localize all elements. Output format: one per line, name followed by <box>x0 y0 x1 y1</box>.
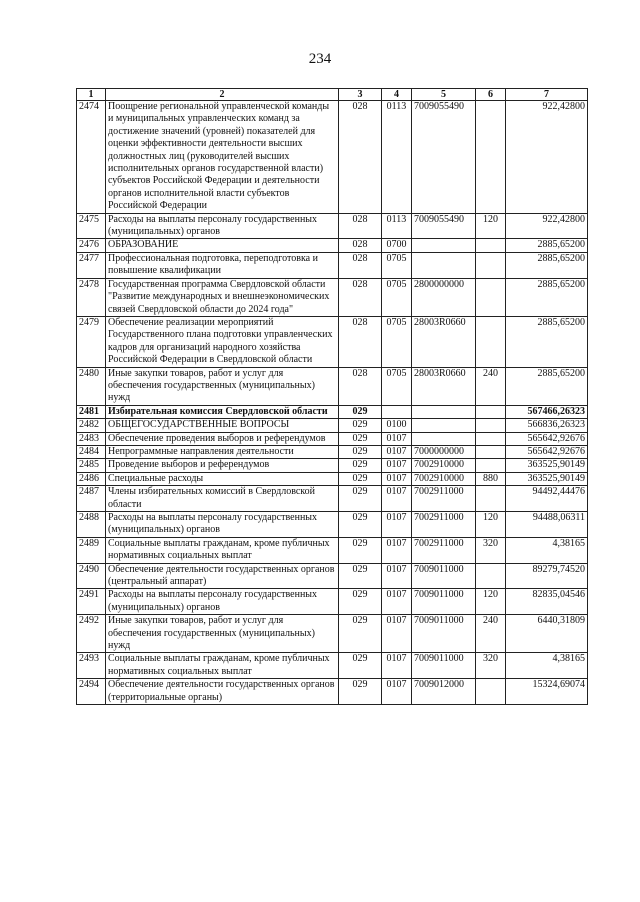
section-code: 0107 <box>382 589 412 615</box>
row-name: Расходы на выплаты персоналу государственных (муниципальных) органов <box>106 589 339 615</box>
row-number: 2491 <box>77 589 106 615</box>
amount: 4,38165 <box>506 537 588 563</box>
row-name: Поощрение региональной управленческой команды и муниципальных управленческих команд за достижение значений (уровней) показателей для оценки эффективности деятельности высших должностных лиц (руководителей высших исполнительных органов государственной власти) субъектов Российской Федерации и деятельности органов исполнительной власти субъектов Российской Федерации <box>106 101 339 214</box>
target-article-code <box>412 252 476 278</box>
expense-type-code <box>476 679 506 705</box>
column-header-2: 2 <box>106 89 339 101</box>
table-row <box>77 316 588 367</box>
row-number: 2474 <box>77 101 106 214</box>
table-row <box>77 537 588 563</box>
expense-type-code: 880 <box>476 472 506 485</box>
table-row <box>77 653 588 679</box>
row-name: Социальные выплаты гражданам, кроме публичных нормативных социальных выплат <box>106 537 339 563</box>
section-code: 0107 <box>382 512 412 538</box>
section-code: 0705 <box>382 316 412 367</box>
table-row <box>77 101 588 214</box>
section-code: 0107 <box>382 679 412 705</box>
expense-type-code <box>476 419 506 432</box>
row-name: Проведение выборов и референдумов <box>106 459 339 472</box>
row-number: 2482 <box>77 419 106 432</box>
row-number: 2480 <box>77 367 106 405</box>
row-number: 2490 <box>77 563 106 589</box>
amount: 363525,90149 <box>506 472 588 485</box>
ministry-code: 029 <box>339 432 382 445</box>
expense-type-code <box>476 316 506 367</box>
section-code: 0107 <box>382 459 412 472</box>
amount: 922,42800 <box>506 213 588 239</box>
table-row <box>77 213 588 239</box>
row-name: ОБЩЕГОСУДАРСТВЕННЫЕ ВОПРОСЫ <box>106 419 339 432</box>
ministry-code: 029 <box>339 445 382 458</box>
column-header-1: 1 <box>77 89 106 101</box>
section-code: 0107 <box>382 653 412 679</box>
ministry-code: 029 <box>339 653 382 679</box>
ministry-code: 029 <box>339 486 382 512</box>
ministry-code: 029 <box>339 537 382 563</box>
row-number: 2487 <box>77 486 106 512</box>
target-article-code: 7000000000 <box>412 445 476 458</box>
target-article-code: 7009055490 <box>412 213 476 239</box>
amount: 2885,65200 <box>506 367 588 405</box>
row-number: 2494 <box>77 679 106 705</box>
target-article-code: 7009011000 <box>412 589 476 615</box>
expense-type-code <box>476 563 506 589</box>
amount: 566836,26323 <box>506 419 588 432</box>
ministry-code: 029 <box>339 589 382 615</box>
section-code: 0107 <box>382 563 412 589</box>
expense-type-code <box>476 101 506 214</box>
row-number: 2483 <box>77 432 106 445</box>
row-number: 2484 <box>77 445 106 458</box>
expense-type-code <box>476 459 506 472</box>
table-row <box>77 405 588 418</box>
row-number: 2486 <box>77 472 106 485</box>
amount: 82835,04546 <box>506 589 588 615</box>
target-article-code: 7002911000 <box>412 512 476 538</box>
table-row <box>77 615 588 653</box>
expense-type-code <box>476 405 506 418</box>
ministry-code: 028 <box>339 278 382 316</box>
expense-type-code: 240 <box>476 367 506 405</box>
ministry-code: 029 <box>339 615 382 653</box>
ministry-code: 029 <box>339 512 382 538</box>
ministry-code: 029 <box>339 563 382 589</box>
amount: 2885,65200 <box>506 316 588 367</box>
target-article-code <box>412 419 476 432</box>
ministry-code: 029 <box>339 472 382 485</box>
table-row <box>77 419 588 432</box>
expense-type-code <box>476 445 506 458</box>
section-code: 0100 <box>382 419 412 432</box>
amount: 6440,31809 <box>506 615 588 653</box>
amount: 89279,74520 <box>506 563 588 589</box>
row-name: Государственная программа Свердловской области "Развитие международных и внешнеэкономических связей Свердловской области до 2024 года" <box>106 278 339 316</box>
row-number: 2488 <box>77 512 106 538</box>
target-article-code: 7009011000 <box>412 653 476 679</box>
column-header-7: 7 <box>506 89 588 101</box>
row-number: 2492 <box>77 615 106 653</box>
row-number: 2489 <box>77 537 106 563</box>
amount: 565642,92676 <box>506 432 588 445</box>
amount: 4,38165 <box>506 653 588 679</box>
amount: 565642,92676 <box>506 445 588 458</box>
amount: 2885,65200 <box>506 252 588 278</box>
expense-type-code <box>476 252 506 278</box>
target-article-code: 7009011000 <box>412 563 476 589</box>
section-code: 0107 <box>382 537 412 563</box>
section-code: 0700 <box>382 239 412 252</box>
ministry-code: 028 <box>339 316 382 367</box>
table-body <box>77 101 588 705</box>
column-header-5: 5 <box>412 89 476 101</box>
row-name: Обеспечение реализации мероприятий Государственного плана подготовки управленческих кадров для организаций народного хозяйства Российской Федерации в Свердловской области <box>106 316 339 367</box>
ministry-code: 029 <box>339 679 382 705</box>
target-article-code: 2800000000 <box>412 278 476 316</box>
target-article-code: 7002911000 <box>412 537 476 563</box>
ministry-code: 028 <box>339 239 382 252</box>
section-code: 0113 <box>382 213 412 239</box>
expense-type-code: 320 <box>476 537 506 563</box>
row-name: Избирательная комиссия Свердловской области <box>106 405 339 418</box>
table-row <box>77 432 588 445</box>
table-row <box>77 589 588 615</box>
row-number: 2475 <box>77 213 106 239</box>
target-article-code <box>412 405 476 418</box>
row-name: Обеспечение проведения выборов и референдумов <box>106 432 339 445</box>
target-article-code: 7009012000 <box>412 679 476 705</box>
table-row <box>77 563 588 589</box>
row-name: Обеспечение деятельности государственных органов (центральный аппарат) <box>106 563 339 589</box>
row-name: Профессиональная подготовка, переподготовка и повышение квалификации <box>106 252 339 278</box>
ministry-code: 028 <box>339 101 382 214</box>
target-article-code: 7002910000 <box>412 459 476 472</box>
table-row <box>77 459 588 472</box>
expense-type-code: 120 <box>476 512 506 538</box>
ministry-code: 028 <box>339 367 382 405</box>
table-row <box>77 445 588 458</box>
table-row <box>77 512 588 538</box>
target-article-code: 28003R0660 <box>412 367 476 405</box>
amount: 2885,65200 <box>506 239 588 252</box>
amount: 2885,65200 <box>506 278 588 316</box>
target-article-code: 7002910000 <box>412 472 476 485</box>
amount: 15324,69074 <box>506 679 588 705</box>
row-name: Расходы на выплаты персоналу государственных (муниципальных) органов <box>106 213 339 239</box>
target-article-code: 7009011000 <box>412 615 476 653</box>
row-name: Расходы на выплаты персоналу государственных (муниципальных) органов <box>106 512 339 538</box>
expense-type-code: 320 <box>476 653 506 679</box>
amount: 363525,90149 <box>506 459 588 472</box>
expense-type-code: 120 <box>476 589 506 615</box>
expense-type-code <box>476 278 506 316</box>
row-number: 2485 <box>77 459 106 472</box>
section-code: 0705 <box>382 278 412 316</box>
column-header-3: 3 <box>339 89 382 101</box>
row-number: 2481 <box>77 405 106 418</box>
amount: 94488,06311 <box>506 512 588 538</box>
target-article-code <box>412 432 476 445</box>
amount: 567466,26323 <box>506 405 588 418</box>
section-code: 0107 <box>382 486 412 512</box>
section-code: 0705 <box>382 367 412 405</box>
expense-type-code: 240 <box>476 615 506 653</box>
column-header-6: 6 <box>476 89 506 101</box>
table-row <box>77 278 588 316</box>
expense-type-code: 120 <box>476 213 506 239</box>
row-name: Специальные расходы <box>106 472 339 485</box>
target-article-code: 7002911000 <box>412 486 476 512</box>
row-number: 2477 <box>77 252 106 278</box>
row-name: ОБРАЗОВАНИЕ <box>106 239 339 252</box>
table-row <box>77 239 588 252</box>
section-code: 0107 <box>382 445 412 458</box>
target-article-code: 7009055490 <box>412 101 476 214</box>
row-number: 2493 <box>77 653 106 679</box>
budget-table <box>76 88 588 705</box>
expense-type-code <box>476 486 506 512</box>
row-name: Социальные выплаты гражданам, кроме публичных нормативных социальных выплат <box>106 653 339 679</box>
row-number: 2478 <box>77 278 106 316</box>
expense-type-code <box>476 239 506 252</box>
row-name: Члены избирательных комиссий в Свердловской области <box>106 486 339 512</box>
row-number: 2476 <box>77 239 106 252</box>
ministry-code: 029 <box>339 419 382 432</box>
amount: 94492,44476 <box>506 486 588 512</box>
section-code <box>382 405 412 418</box>
table-header-row <box>77 89 588 101</box>
table-row <box>77 486 588 512</box>
amount: 922,42800 <box>506 101 588 214</box>
ministry-code: 028 <box>339 213 382 239</box>
section-code: 0107 <box>382 615 412 653</box>
row-name: Обеспечение деятельности государственных органов (территориальные органы) <box>106 679 339 705</box>
table-row <box>77 679 588 705</box>
target-article-code <box>412 239 476 252</box>
ministry-code: 029 <box>339 405 382 418</box>
section-code: 0107 <box>382 472 412 485</box>
expense-type-code <box>476 432 506 445</box>
target-article-code: 28003R0660 <box>412 316 476 367</box>
section-code: 0705 <box>382 252 412 278</box>
row-name: Иные закупки товаров, работ и услуг для обеспечения государственных (муниципальных) нужд <box>106 615 339 653</box>
table-row <box>77 472 588 485</box>
page-number: 234 <box>308 51 332 67</box>
section-code: 0107 <box>382 432 412 445</box>
section-code: 0113 <box>382 101 412 214</box>
column-header-4: 4 <box>382 89 412 101</box>
table-row <box>77 367 588 405</box>
table-row <box>77 252 588 278</box>
row-name: Непрограммные направления деятельности <box>106 445 339 458</box>
ministry-code: 028 <box>339 252 382 278</box>
row-number: 2479 <box>77 316 106 367</box>
ministry-code: 029 <box>339 459 382 472</box>
row-name: Иные закупки товаров, работ и услуг для обеспечения государственных (муниципальных) нужд <box>106 367 339 405</box>
